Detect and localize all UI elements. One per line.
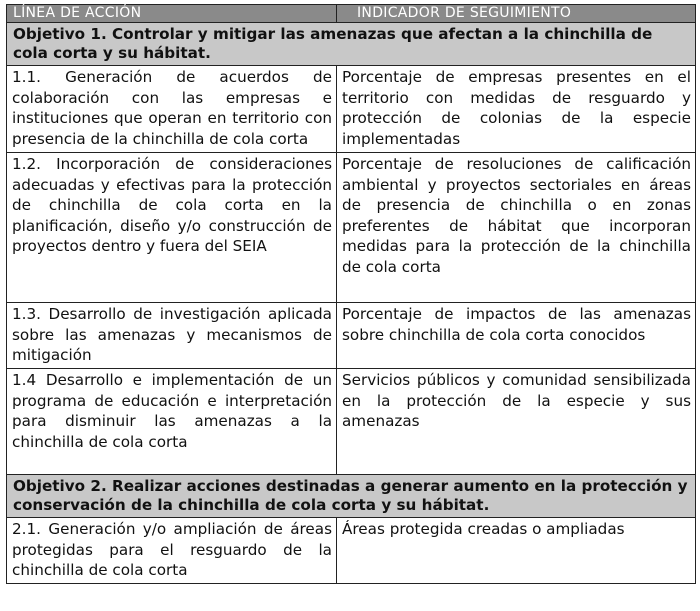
- table-row: [7, 518, 696, 584]
- indicator-2-1: Áreas protegida creadas o ampliadas: [337, 518, 696, 584]
- indicator-1-1: Porcentaje de empresas presentes en el territorio con medidas de resguardo y protección de colonias de la especie implementadas: [337, 66, 696, 153]
- indicator-1-2: Porcentaje de resoluciones de calificación ambiental y proyectos sectoriales en áreas de presencia de chinchilla o en zonas preferentes de hábitat que incorporan medidas para la protección de la chinchilla de cola corta: [337, 153, 696, 303]
- table-row: [7, 66, 696, 153]
- objective-1-title: Objetivo 1. Controlar y mitigar las amenazas que afectan a la chinchilla de cola corta y su hábitat.: [7, 23, 696, 66]
- objective-1-row: [7, 23, 696, 66]
- indicator-1-3: Porcentaje de impactos de las amenazas sobre chinchilla de cola corta conocidos: [337, 303, 696, 369]
- document-page: [6, 4, 696, 584]
- action-1-1: 1.1. Generación de acuerdos de colaboración con las empresas e instituciones que operan en territorio con presencia de la chinchilla de cola corta: [7, 66, 337, 153]
- table-header-row: [7, 5, 696, 23]
- objective-2-row: [7, 475, 696, 518]
- header-action-line: LÍNEA DE ACCIÓN: [7, 5, 337, 23]
- action-1-3: 1.3. Desarrollo de investigación aplicada sobre las amenazas y mecanismos de mitigación: [7, 303, 337, 369]
- table-row: [7, 369, 696, 475]
- table-row: [7, 153, 696, 303]
- action-1-4: 1.4 Desarrollo e implementación de un programa de educación e interpretación para disminuir las amenazas a la chinchilla de cola corta: [7, 369, 337, 475]
- action-2-1: 2.1. Generación y/o ampliación de áreas protegidas para el resguardo de la chinchilla de cola corta: [7, 518, 337, 584]
- objective-2-title: Objetivo 2. Realizar acciones destinadas a generar aumento en la protección y conservación de la chinchilla de cola corta y su hábitat.: [7, 475, 696, 518]
- action-1-2: 1.2. Incorporación de consideraciones adecuadas y efectivas para la protección de chinchilla de cola corta en la planificación, diseño y/o construcción de proyectos dentro y fuera del SEIA: [7, 153, 337, 303]
- table-row: [7, 303, 696, 369]
- indicator-1-4: Servicios públicos y comunidad sensibilizada en la protección de la especie y sus amenazas: [337, 369, 696, 475]
- header-indicator: INDICADOR DE SEGUIMIENTO: [337, 5, 696, 23]
- action-indicator-table: [6, 4, 696, 584]
